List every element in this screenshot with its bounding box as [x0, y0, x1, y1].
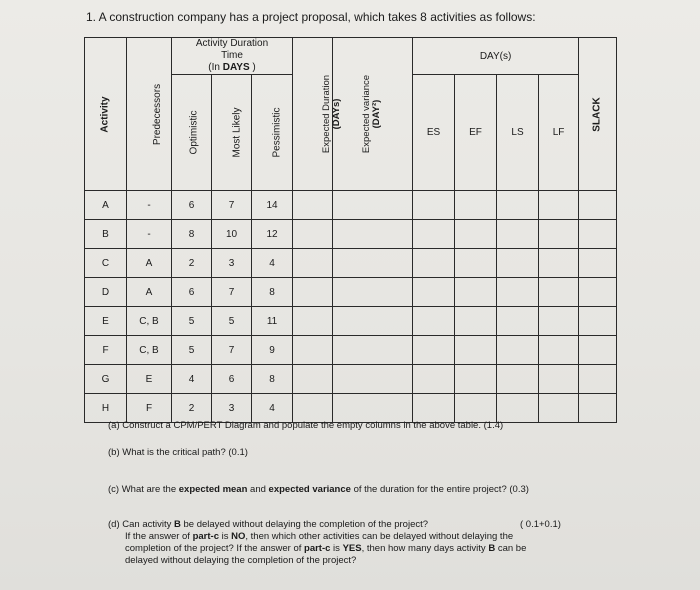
cell-most-likely: 7 [212, 191, 252, 220]
cell-activity: C [85, 249, 127, 278]
cell-ls [497, 307, 539, 336]
cell-ls [497, 191, 539, 220]
part-a-text: (a) Construct a CPM/PERT Diagram and populate the empty columns in the above table. (1.4) [108, 420, 504, 431]
cell-ls [497, 336, 539, 365]
cell-slack [579, 336, 617, 365]
cell-pessimistic: 8 [252, 365, 293, 394]
cell-pessimistic: 11 [252, 307, 293, 336]
cell-expected-duration [293, 365, 333, 394]
cell-ef [455, 220, 497, 249]
cell-es [413, 278, 455, 307]
header-expected-variance: Expected variance (DAY²) [333, 38, 413, 191]
cell-most-likely: 7 [212, 336, 252, 365]
cell-optimistic: 2 [172, 394, 212, 423]
cell-optimistic: 2 [172, 249, 212, 278]
header-most-likely: Most Likely [212, 75, 252, 191]
cell-activity: D [85, 278, 127, 307]
header-optimistic: Optimistic [172, 75, 212, 191]
cell-ls [497, 220, 539, 249]
cell-predecessors: A [127, 249, 172, 278]
cell-slack [579, 220, 617, 249]
cell-expected-variance [333, 191, 413, 220]
header-ls: LS [497, 75, 539, 191]
cell-ef [455, 336, 497, 365]
cell-ef [455, 394, 497, 423]
part-b-text: (b) What is the critical path? (0.1) [108, 447, 248, 458]
cell-expected-variance [333, 365, 413, 394]
header-lf: LF [539, 75, 579, 191]
cell-lf [539, 307, 579, 336]
cell-lf [539, 220, 579, 249]
cell-expected-duration [293, 220, 333, 249]
cell-most-likely: 6 [212, 365, 252, 394]
cell-pessimistic: 9 [252, 336, 293, 365]
cell-optimistic: 6 [172, 191, 212, 220]
cell-pessimistic: 4 [252, 249, 293, 278]
cell-predecessors: A [127, 278, 172, 307]
header-pessimistic: Pessimistic [252, 75, 293, 191]
cell-slack [579, 249, 617, 278]
cell-slack [579, 278, 617, 307]
cell-expected-duration [293, 191, 333, 220]
cell-slack [579, 307, 617, 336]
cell-expected-duration [293, 394, 333, 423]
cell-most-likely: 3 [212, 249, 252, 278]
header-predecessors: Predecessors [127, 38, 172, 191]
cell-optimistic: 5 [172, 307, 212, 336]
header-ef: EF [455, 75, 497, 191]
part-c-text: (c) What are the expected mean and expected variance of the duration for the entire project? (0.3) [108, 484, 529, 495]
cell-most-likely: 10 [212, 220, 252, 249]
cell-es [413, 249, 455, 278]
cell-ef [455, 307, 497, 336]
cell-activity: H [85, 394, 127, 423]
cell-ls [497, 394, 539, 423]
table-row [85, 249, 617, 278]
cell-activity: F [85, 336, 127, 365]
cell-pessimistic: 4 [252, 394, 293, 423]
cell-lf [539, 365, 579, 394]
table-row [85, 307, 617, 336]
cell-es [413, 394, 455, 423]
cell-lf [539, 249, 579, 278]
cell-ls [497, 278, 539, 307]
cell-most-likely: 5 [212, 307, 252, 336]
cell-predecessors: F [127, 394, 172, 423]
cell-activity: B [85, 220, 127, 249]
cell-expected-duration [293, 278, 333, 307]
cell-optimistic: 4 [172, 365, 212, 394]
cell-lf [539, 336, 579, 365]
cell-ef [455, 191, 497, 220]
cell-lf [539, 394, 579, 423]
cell-es [413, 365, 455, 394]
cell-most-likely: 7 [212, 278, 252, 307]
header-activity-duration-group: Activity Duration Time (In DAYS ) [172, 38, 293, 75]
cell-ef [455, 365, 497, 394]
header-expected-duration: Expected Duration (DAYs) [293, 38, 333, 191]
cell-predecessors: E [127, 365, 172, 394]
cell-expected-duration [293, 336, 333, 365]
cell-ls [497, 249, 539, 278]
cell-pessimistic: 8 [252, 278, 293, 307]
cell-ef [455, 249, 497, 278]
header-es: ES [413, 75, 455, 191]
cell-expected-variance [333, 394, 413, 423]
cell-expected-variance [333, 307, 413, 336]
cell-expected-variance [333, 336, 413, 365]
cell-pessimistic: 12 [252, 220, 293, 249]
cell-predecessors: - [127, 191, 172, 220]
table-row [85, 220, 617, 249]
header-activity: Activity [85, 38, 127, 191]
cell-expected-variance [333, 220, 413, 249]
cell-es [413, 191, 455, 220]
cell-optimistic: 6 [172, 278, 212, 307]
cell-es [413, 336, 455, 365]
cell-optimistic: 8 [172, 220, 212, 249]
cell-expected-duration [293, 249, 333, 278]
table-row [85, 365, 617, 394]
cell-most-likely: 3 [212, 394, 252, 423]
cell-expected-variance [333, 249, 413, 278]
cell-activity: G [85, 365, 127, 394]
cell-expected-variance [333, 278, 413, 307]
cell-ef [455, 278, 497, 307]
cell-expected-duration [293, 307, 333, 336]
cell-es [413, 307, 455, 336]
header-slack: SLACK [579, 38, 617, 191]
cell-lf [539, 278, 579, 307]
question-title: 1. A construction company has a project proposal, which takes 8 activities as follows: [86, 10, 536, 24]
table-row [85, 394, 617, 423]
cell-pessimistic: 14 [252, 191, 293, 220]
table-row [85, 278, 617, 307]
cell-ls [497, 365, 539, 394]
cell-predecessors: C, B [127, 336, 172, 365]
cell-lf [539, 191, 579, 220]
activity-table [84, 37, 617, 423]
table-row [85, 191, 617, 220]
cell-activity: A [85, 191, 127, 220]
cell-predecessors: - [127, 220, 172, 249]
cell-slack [579, 394, 617, 423]
table-row [85, 336, 617, 365]
part-d-text: (d) Can activity B be delayed without delaying the completion of the project? ( 0.1+0.1) If the answer of part-c is NO, then which other activities can be delayed without delaying the completion of the project? If the answer of part-c is YES, then how many days activity B can be delayed without delaying the completion of the project? [108, 519, 561, 566]
cell-slack [579, 365, 617, 394]
cell-activity: E [85, 307, 127, 336]
cell-es [413, 220, 455, 249]
header-days-group: DAY(s) [413, 38, 579, 75]
cell-slack [579, 191, 617, 220]
cell-optimistic: 5 [172, 336, 212, 365]
cell-predecessors: C, B [127, 307, 172, 336]
